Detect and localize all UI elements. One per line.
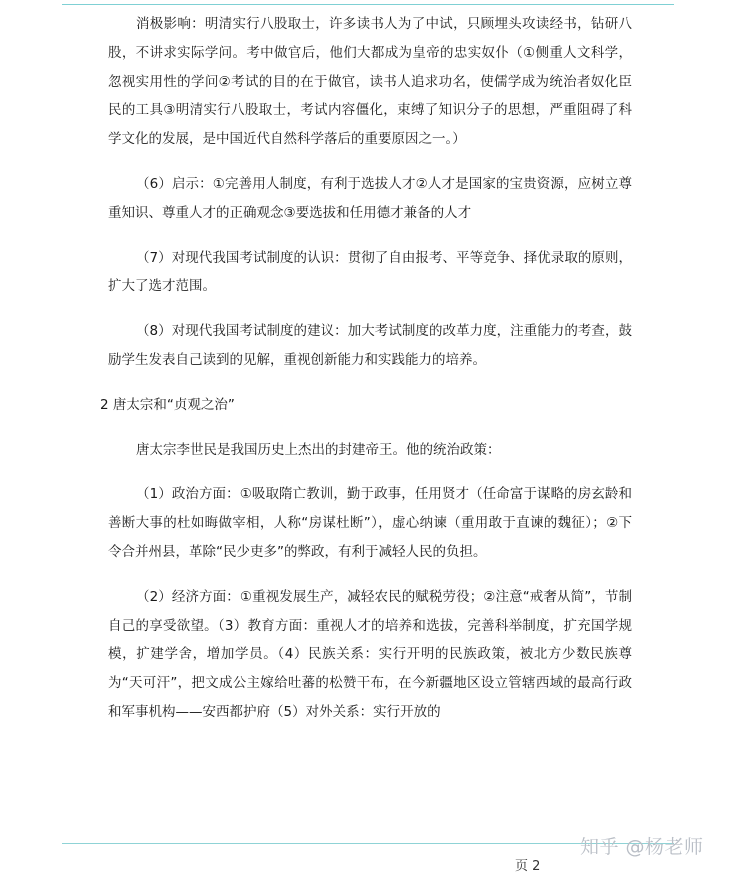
paragraph-modern-exam-suggestion: （8）对现代我国考试制度的建议：加大考试制度的改革力度，注重能力的考查，鼓励学生发表自己读到的见解，重视创新能力和实践能力的培养。 xyxy=(108,323,632,368)
paragraph-political-policy: （1）政治方面：①吸取隋亡教训，勤于政事，任用贤才（任命富于谋略的房玄龄和善断大事的杜如晦做宰相，人称“房谋杜断”），虚心纳谏（重用敢于直谏的魏征）；②下令合并州县，革除“民少吏多”的弊政，有利于减轻人民的负担。 xyxy=(108,486,632,560)
paragraph-inspiration: （6）启示：①完善用人制度，有利于选拔人才②人才是国家的宝贵资源，应树立尊重知识、尊重人才的正确观念③要选拔和任用德才兼备的人才 xyxy=(108,175,632,221)
paragraph-negative-impact: 消极影响：明清实行八股取士，许多读书人为了中试，只顾埋头攻读经书，钻研八股，不讲求实际学问。考中做官后，他们大都成为皇帝的忠实奴仆（①侧重人文科学，忽视实用性的学问②考试的目的在于做官，读书人追求功名，使儒学成为统治者奴化臣民的工具③明清实行八股取士，考试内容僵化，束缚了知识分子的思想，严重阻碍了科学文化的发展，是中国近代自然科学落后的重要原因之一。） xyxy=(108,16,632,148)
header-rule xyxy=(62,4,674,5)
watermark: 知乎 @杨老师 xyxy=(580,836,704,858)
page-number: 页 2 xyxy=(515,859,541,874)
paragraph-tang-taizong-intro: 唐太宗李世民是我国历史上杰出的封建帝王。他的统治政策： xyxy=(136,441,501,458)
paragraph-modern-exam-understanding: （7）对现代我国考试制度的认识：贯彻了自由报考、平等竞争、择优录取的原则，扩大了选才范围。 xyxy=(108,249,632,295)
paragraph-economic-policy: （2）经济方面：①重视发展生产，减轻农民的赋税劳役；②注意“戒奢从简”，节制自己的享受欲望。（3）教育方面：重视人才的培养和选拔，完善科举制度，扩充国学规模，扩建学舍，增加学员。（4）民族关系：实行开明的民族政策，被北方少数民族尊为“天可汗”，把文成公主嫁给吐蕃的松赞干布，在今新疆地区设立管辖西域的最高行政和军事机构——安西都护府（5）对外关系：实行开放的 xyxy=(108,588,632,720)
document-body xyxy=(100,10,632,727)
section-heading: 2 唐太宗和“贞观之治” xyxy=(100,396,235,413)
